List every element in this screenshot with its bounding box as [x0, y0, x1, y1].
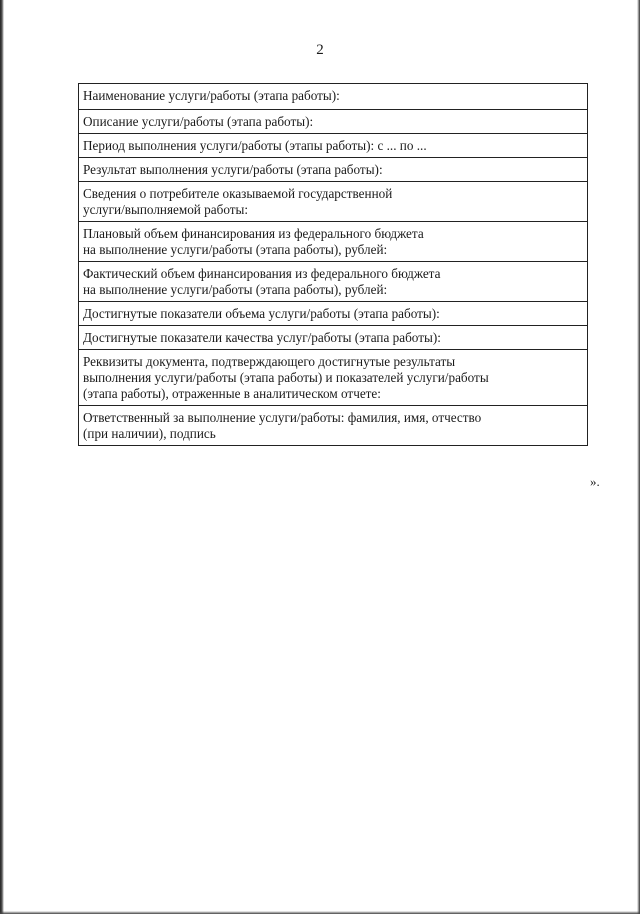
- form-cell-service-description: Описание услуги/работы (этапа работы):: [79, 110, 588, 134]
- form-row-quality-indicators: [79, 326, 588, 350]
- form-row-planned-funding: [79, 222, 588, 262]
- form-cell-actual-funding: Фактический объем финансирования из федерального бюджета на выполнение услуги/работы (этапа работы), рублей:: [79, 262, 588, 302]
- scan-edge-left: [0, 0, 4, 914]
- form-cell-consumer-info: Сведения о потребителе оказываемой государственной услуги/выполняемой работы:: [79, 182, 588, 222]
- form-cell-service-result: Результат выполнения услуги/работы (этапа работы):: [79, 158, 588, 182]
- form-row-service-description: [79, 110, 588, 134]
- form-cell-service-period: Период выполнения услуги/работы (этапы работы): с ... по ...: [79, 134, 588, 158]
- page-number: 2: [316, 42, 324, 58]
- form-row-volume-indicators: [79, 302, 588, 326]
- form-row-service-result: [79, 158, 588, 182]
- form-row-actual-funding: [79, 262, 588, 302]
- form-row-service-name: [79, 84, 588, 110]
- closing-quote-mark: ».: [590, 474, 600, 489]
- form-row-consumer-info: [79, 182, 588, 222]
- form-row-document-details: [79, 350, 588, 406]
- form-cell-service-name: Наименование услуги/работы (этапа работы):: [79, 84, 588, 110]
- form-cell-planned-funding: Плановый объем финансирования из федерального бюджета на выполнение услуги/работы (этапа работы), рублей:: [79, 222, 588, 262]
- form-cell-responsible-person: Ответственный за выполнение услуги/работы: фамилия, имя, отчество (при наличии), подпись: [79, 406, 588, 446]
- report-form-table: [78, 83, 588, 446]
- form-row-responsible-person: [79, 406, 588, 446]
- form-cell-quality-indicators: Достигнутые показатели качества услуг/работы (этапа работы):: [79, 326, 588, 350]
- form-row-service-period: [79, 134, 588, 158]
- form-cell-document-details: Реквизиты документа, подтверждающего достигнутые результаты выполнения услуги/работы (этапа работы) и показателей услуги/работы (этапа работы), отраженные в аналитическом отчете:: [79, 350, 588, 406]
- form-cell-volume-indicators: Достигнутые показатели объема услуги/работы (этапа работы):: [79, 302, 588, 326]
